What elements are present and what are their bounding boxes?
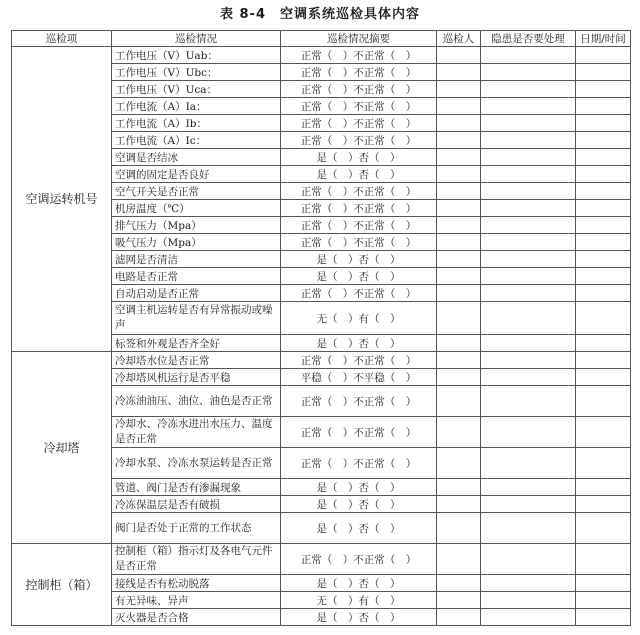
summary-cell[interactable]: 是（ ）否（ ） bbox=[281, 166, 437, 183]
summary-cell[interactable]: 是（ ）否（ ） bbox=[281, 496, 437, 513]
summary-cell[interactable]: 正常（ ）不正常（ ） bbox=[281, 285, 437, 302]
hazard-cell[interactable] bbox=[481, 217, 576, 234]
item-cell: 工作电流（A）Ib： bbox=[112, 115, 281, 132]
table-title: 表 8-4 空调系统巡检具体内容 bbox=[219, 7, 420, 22]
hazard-cell[interactable] bbox=[481, 448, 576, 479]
datetime-cell[interactable] bbox=[576, 115, 631, 132]
summary-cell[interactable]: 是（ ）否（ ） bbox=[281, 479, 437, 496]
inspector-cell[interactable] bbox=[437, 575, 481, 592]
table-row bbox=[12, 544, 631, 575]
inspector-cell[interactable] bbox=[437, 64, 481, 81]
datetime-cell[interactable] bbox=[576, 285, 631, 302]
hazard-cell[interactable] bbox=[481, 592, 576, 609]
summary-cell[interactable]: 正常（ ）不正常（ ） bbox=[281, 115, 437, 132]
inspector-cell[interactable] bbox=[437, 251, 481, 268]
inspector-cell[interactable] bbox=[437, 183, 481, 200]
datetime-cell[interactable] bbox=[576, 592, 631, 609]
item-cell: 工作电压（V）Uab： bbox=[112, 47, 281, 64]
summary-cell[interactable]: 是（ ）否（ ） bbox=[281, 609, 437, 626]
summary-cell[interactable]: 是（ ）否（ ） bbox=[281, 513, 437, 544]
hazard-cell[interactable] bbox=[481, 352, 576, 369]
inspector-cell[interactable] bbox=[437, 369, 481, 386]
inspector-cell[interactable] bbox=[437, 98, 481, 115]
inspector-cell[interactable] bbox=[437, 47, 481, 64]
item-cell: 冷却水泵、冷冻水泵运转是否正常 bbox=[112, 448, 281, 479]
hazard-cell[interactable] bbox=[481, 166, 576, 183]
item-cell: 标签和外观是否齐全好 bbox=[112, 335, 281, 352]
hazard-cell[interactable] bbox=[481, 285, 576, 302]
item-cell: 冷却塔水位是否正常 bbox=[112, 352, 281, 369]
item-cell: 工作电压（V）Ubc： bbox=[112, 64, 281, 81]
hazard-cell[interactable] bbox=[481, 251, 576, 268]
datetime-cell[interactable] bbox=[576, 149, 631, 166]
hazard-cell[interactable] bbox=[481, 609, 576, 626]
datetime-cell[interactable] bbox=[576, 268, 631, 285]
datetime-cell[interactable] bbox=[576, 479, 631, 496]
inspector-cell[interactable] bbox=[437, 513, 481, 544]
inspector-cell[interactable] bbox=[437, 115, 481, 132]
item-cell: 工作电流（A）Ic： bbox=[112, 132, 281, 149]
datetime-cell[interactable] bbox=[576, 513, 631, 544]
item-cell: 空调是否结冰 bbox=[112, 149, 281, 166]
header-cell: 隐患是否要处理 bbox=[481, 31, 576, 47]
inspector-cell[interactable] bbox=[437, 132, 481, 149]
inspector-cell[interactable] bbox=[437, 544, 481, 575]
hazard-cell[interactable] bbox=[481, 268, 576, 285]
header-cell: 巡检项 bbox=[12, 31, 112, 47]
item-cell: 排气压力（Mpa） bbox=[112, 217, 281, 234]
inspector-cell[interactable] bbox=[437, 335, 481, 352]
summary-cell[interactable]: 正常（ ）不正常（ ） bbox=[281, 64, 437, 81]
summary-cell[interactable]: 正常（ ）不正常（ ） bbox=[281, 98, 437, 115]
summary-cell[interactable]: 正常（ ）不正常（ ） bbox=[281, 47, 437, 64]
item-cell: 灭火器是否合格 bbox=[112, 609, 281, 626]
item-cell: 滤网是否清洁 bbox=[112, 251, 281, 268]
hazard-cell[interactable] bbox=[481, 417, 576, 448]
item-cell: 冷冻保温层是否有破损 bbox=[112, 496, 281, 513]
datetime-cell[interactable] bbox=[576, 575, 631, 592]
summary-cell[interactable]: 正常（ ）不正常（ ） bbox=[281, 234, 437, 251]
inspector-cell[interactable] bbox=[437, 81, 481, 98]
datetime-cell[interactable] bbox=[576, 47, 631, 64]
summary-cell[interactable]: 正常（ ）不正常（ ） bbox=[281, 386, 437, 417]
hazard-cell[interactable] bbox=[481, 115, 576, 132]
summary-cell[interactable]: 正常（ ）不正常（ ） bbox=[281, 544, 437, 575]
datetime-cell[interactable] bbox=[576, 183, 631, 200]
summary-cell[interactable]: 是（ ）否（ ） bbox=[281, 268, 437, 285]
summary-cell[interactable]: 正常（ ）不正常（ ） bbox=[281, 448, 437, 479]
item-cell: 冷冻油油压、油位、油色是否正常 bbox=[112, 386, 281, 417]
datetime-cell[interactable] bbox=[576, 302, 631, 335]
inspector-cell[interactable] bbox=[437, 285, 481, 302]
summary-cell[interactable]: 是（ ）否（ ） bbox=[281, 251, 437, 268]
hazard-cell[interactable] bbox=[481, 335, 576, 352]
item-cell: 冷却塔风机运行是否平稳 bbox=[112, 369, 281, 386]
summary-cell[interactable]: 正常（ ）不正常（ ） bbox=[281, 132, 437, 149]
hazard-cell[interactable] bbox=[481, 81, 576, 98]
inspector-cell[interactable] bbox=[437, 302, 481, 335]
hazard-cell[interactable] bbox=[481, 479, 576, 496]
inspector-cell[interactable] bbox=[437, 417, 481, 448]
item-cell: 吸气压力（Mpa） bbox=[112, 234, 281, 251]
datetime-cell[interactable] bbox=[576, 217, 631, 234]
table-row bbox=[12, 352, 631, 369]
hazard-cell[interactable] bbox=[481, 234, 576, 251]
hazard-cell[interactable] bbox=[481, 369, 576, 386]
datetime-cell[interactable] bbox=[576, 352, 631, 369]
item-cell: 控制柜（箱）指示灯及各电气元件是否正常 bbox=[112, 544, 281, 575]
inspector-cell[interactable] bbox=[437, 217, 481, 234]
datetime-cell[interactable] bbox=[576, 132, 631, 149]
summary-cell[interactable]: 正常（ ）不正常（ ） bbox=[281, 200, 437, 217]
inspector-cell[interactable] bbox=[437, 268, 481, 285]
datetime-cell[interactable] bbox=[576, 496, 631, 513]
summary-cell[interactable]: 正常（ ）不正常（ ） bbox=[281, 81, 437, 98]
summary-cell[interactable]: 正常（ ）不正常（ ） bbox=[281, 352, 437, 369]
item-cell: 空调的固定是否良好 bbox=[112, 166, 281, 183]
summary-cell[interactable]: 无（ ）有（ ） bbox=[281, 592, 437, 609]
hazard-cell[interactable] bbox=[481, 496, 576, 513]
inspector-cell[interactable] bbox=[437, 496, 481, 513]
datetime-cell[interactable] bbox=[576, 369, 631, 386]
item-cell: 阀门是否处于正常的工作状态 bbox=[112, 513, 281, 544]
inspector-cell[interactable] bbox=[437, 479, 481, 496]
summary-cell[interactable]: 正常（ ）不正常（ ） bbox=[281, 417, 437, 448]
item-cell: 接线是否有松动脱落 bbox=[112, 575, 281, 592]
header-cell: 巡检情况摘要 bbox=[281, 31, 437, 47]
summary-cell[interactable]: 平稳（ ）不平稳（ ） bbox=[281, 369, 437, 386]
item-cell: 有无异味、异声 bbox=[112, 592, 281, 609]
item-cell: 管道、阀门是否有渗漏现象 bbox=[112, 479, 281, 496]
summary-cell[interactable]: 是（ ）否（ ） bbox=[281, 149, 437, 166]
datetime-cell[interactable] bbox=[576, 335, 631, 352]
item-cell: 冷却水、冷冻水进出水压力、温度是否正常 bbox=[112, 417, 281, 448]
datetime-cell[interactable] bbox=[576, 234, 631, 251]
item-cell: 自动启动是否正常 bbox=[112, 285, 281, 302]
datetime-cell[interactable] bbox=[576, 417, 631, 448]
summary-cell[interactable]: 是（ ）否（ ） bbox=[281, 575, 437, 592]
datetime-cell[interactable] bbox=[576, 200, 631, 217]
datetime-cell[interactable] bbox=[576, 64, 631, 81]
hazard-cell[interactable] bbox=[481, 132, 576, 149]
summary-cell[interactable]: 正常（ ）不正常（ ） bbox=[281, 183, 437, 200]
hazard-cell[interactable] bbox=[481, 149, 576, 166]
item-cell: 空调主机运转是否有异常振动或噪声 bbox=[112, 302, 281, 335]
summary-cell[interactable]: 正常（ ）不正常（ ） bbox=[281, 217, 437, 234]
inspector-cell[interactable] bbox=[437, 149, 481, 166]
inspector-cell[interactable] bbox=[437, 448, 481, 479]
item-cell: 电路是否正常 bbox=[112, 268, 281, 285]
category-cell: 冷却塔 bbox=[12, 352, 112, 544]
item-cell: 机房温度（℃） bbox=[112, 200, 281, 217]
hazard-cell[interactable] bbox=[481, 302, 576, 335]
header-cell: 日期/时间 bbox=[576, 31, 631, 47]
hazard-cell[interactable] bbox=[481, 98, 576, 115]
datetime-cell[interactable] bbox=[576, 251, 631, 268]
inspector-cell[interactable] bbox=[437, 609, 481, 626]
datetime-cell[interactable] bbox=[576, 386, 631, 417]
inspector-cell[interactable] bbox=[437, 352, 481, 369]
inspector-cell[interactable] bbox=[437, 166, 481, 183]
datetime-cell[interactable] bbox=[576, 609, 631, 626]
header-row bbox=[12, 31, 631, 47]
inspection-table bbox=[11, 30, 631, 626]
category-cell: 空调运转机号 bbox=[12, 47, 112, 352]
hazard-cell[interactable] bbox=[481, 386, 576, 417]
datetime-cell[interactable] bbox=[576, 544, 631, 575]
hazard-cell[interactable] bbox=[481, 544, 576, 575]
inspector-cell[interactable] bbox=[437, 200, 481, 217]
datetime-cell[interactable] bbox=[576, 81, 631, 98]
hazard-cell[interactable] bbox=[481, 64, 576, 81]
datetime-cell[interactable] bbox=[576, 448, 631, 479]
summary-cell[interactable]: 无（ ）有（ ） bbox=[281, 302, 437, 335]
inspector-cell[interactable] bbox=[437, 234, 481, 251]
item-cell: 工作电流（A）Ia： bbox=[112, 98, 281, 115]
hazard-cell[interactable] bbox=[481, 47, 576, 64]
summary-cell[interactable]: 是（ ）否（ ） bbox=[281, 335, 437, 352]
hazard-cell[interactable] bbox=[481, 200, 576, 217]
hazard-cell[interactable] bbox=[481, 575, 576, 592]
inspector-cell[interactable] bbox=[437, 386, 481, 417]
category-cell: 控制柜（箱） bbox=[12, 544, 112, 626]
item-cell: 空气开关是否正常 bbox=[112, 183, 281, 200]
header-cell: 巡检情况 bbox=[112, 31, 281, 47]
item-cell: 工作电压（V）Uca： bbox=[112, 81, 281, 98]
datetime-cell[interactable] bbox=[576, 166, 631, 183]
datetime-cell[interactable] bbox=[576, 98, 631, 115]
table-row bbox=[12, 47, 631, 64]
hazard-cell[interactable] bbox=[481, 513, 576, 544]
inspector-cell[interactable] bbox=[437, 592, 481, 609]
header-cell: 巡检人 bbox=[437, 31, 481, 47]
hazard-cell[interactable] bbox=[481, 183, 576, 200]
